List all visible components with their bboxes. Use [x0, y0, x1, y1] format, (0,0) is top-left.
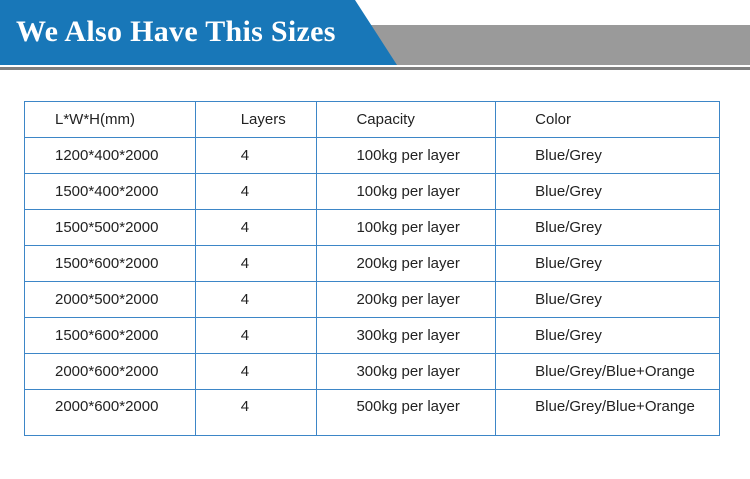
table-row — [25, 210, 720, 246]
cell-capacity: 100kg per layer — [317, 174, 496, 210]
cell-dimensions: 1500*600*2000 — [25, 318, 196, 354]
title-banner — [0, 0, 750, 72]
cell-capacity: 100kg per layer — [317, 210, 496, 246]
table-row — [25, 174, 720, 210]
cell-layers: 4 — [195, 390, 317, 436]
header-capacity: Capacity — [317, 102, 496, 138]
banner-underline — [0, 67, 750, 70]
header-color: Color — [496, 102, 720, 138]
table-row — [25, 318, 720, 354]
table-row — [25, 282, 720, 318]
cell-dimensions: 1500*600*2000 — [25, 246, 196, 282]
cell-color: Blue/Grey/Blue+Orange — [496, 354, 720, 390]
cell-color: Blue/Grey/Blue+Orange — [496, 390, 720, 436]
cell-dimensions: 2000*600*2000 — [25, 354, 196, 390]
table-row — [25, 390, 720, 436]
cell-layers: 4 — [195, 174, 317, 210]
sizes-table — [24, 101, 720, 436]
table-header-row — [25, 102, 720, 138]
cell-dimensions: 1200*400*2000 — [25, 138, 196, 174]
cell-layers: 4 — [195, 354, 317, 390]
cell-capacity: 500kg per layer — [317, 390, 496, 436]
cell-dimensions: 2000*600*2000 — [25, 390, 196, 436]
cell-color: Blue/Grey — [496, 246, 720, 282]
table-row — [25, 354, 720, 390]
cell-layers: 4 — [195, 210, 317, 246]
cell-color: Blue/Grey — [496, 210, 720, 246]
cell-capacity: 300kg per layer — [317, 354, 496, 390]
header-layers: Layers — [195, 102, 317, 138]
cell-color: Blue/Grey — [496, 174, 720, 210]
cell-color: Blue/Grey — [496, 318, 720, 354]
cell-capacity: 200kg per layer — [317, 246, 496, 282]
cell-capacity: 200kg per layer — [317, 282, 496, 318]
cell-color: Blue/Grey — [496, 138, 720, 174]
cell-dimensions: 1500*500*2000 — [25, 210, 196, 246]
cell-capacity: 100kg per layer — [317, 138, 496, 174]
header-dimensions: L*W*H(mm) — [25, 102, 196, 138]
cell-layers: 4 — [195, 138, 317, 174]
cell-layers: 4 — [195, 282, 317, 318]
cell-layers: 4 — [195, 318, 317, 354]
cell-dimensions: 1500*400*2000 — [25, 174, 196, 210]
cell-capacity: 300kg per layer — [317, 318, 496, 354]
cell-dimensions: 2000*500*2000 — [25, 282, 196, 318]
cell-color: Blue/Grey — [496, 282, 720, 318]
page-title: We Also Have This Sizes — [16, 15, 336, 48]
cell-layers: 4 — [195, 246, 317, 282]
table-row — [25, 246, 720, 282]
sizes-table-container — [24, 101, 720, 436]
table-row — [25, 138, 720, 174]
